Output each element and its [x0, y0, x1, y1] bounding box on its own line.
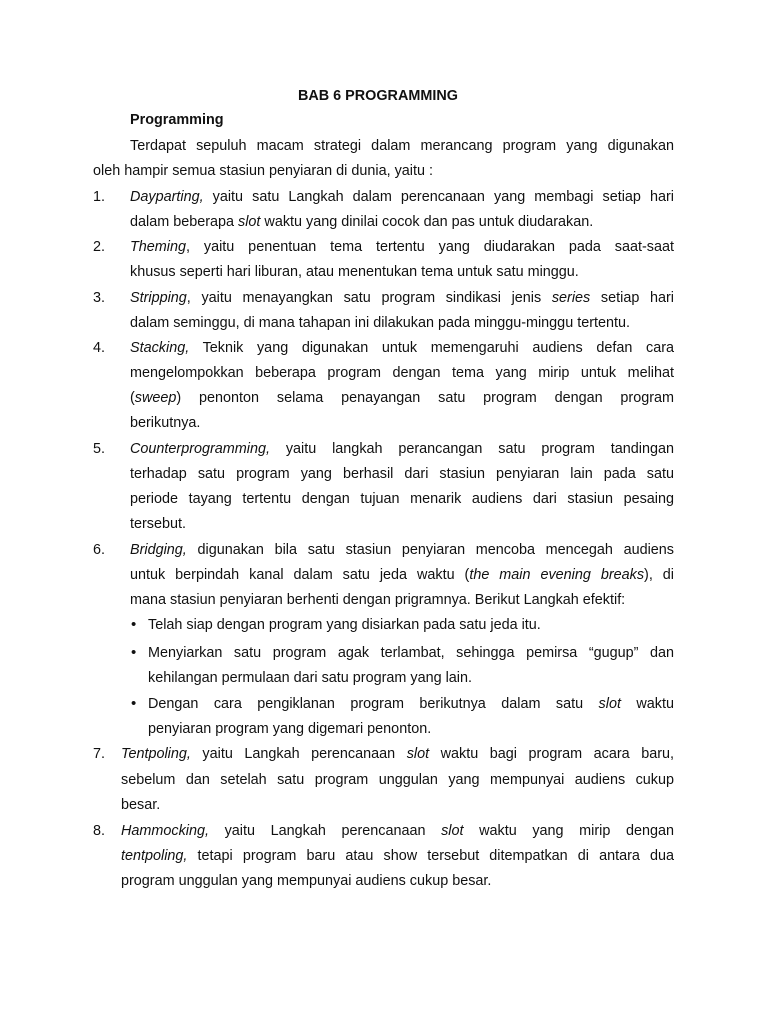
item-7-line-1: Tentpoling, yaitu Langkah perencanaan slot waktu bagi program acara baru,	[121, 746, 675, 762]
item-number: 3.	[93, 290, 106, 306]
item-5-line-1: Counterprogramming, yaitu langkah perancangan satu program tandingan	[130, 441, 674, 457]
item-4-line-3: (sweep) penonton selama penayangan satu program dengan program	[130, 390, 674, 406]
bullet-2-line-2: kehilangan permulaan dari satu program yang lain.	[148, 670, 472, 686]
item-2-line-1: Theming, yaitu penentuan tema tertentu yang diudarakan pada saat-saat	[130, 239, 674, 255]
item-7-line-2: sebelum dan setelah satu program unggulan yang mempunyai audiens cukup	[121, 772, 674, 788]
bullet-2-line-1: Menyiarkan satu program agak terlambat, sehingga pemirsa “gugup” dan	[148, 645, 674, 661]
item-8-line-2: tentpoling, tetapi program baru atau show tersebut ditempatkan di antara dua	[121, 848, 674, 864]
intro-line-2: oleh hampir semua stasiun penyiaran di dunia, yaitu :	[93, 163, 433, 179]
item-6-line-3: mana stasiun penyiaran berhenti dengan prigramnya. Berikut Langkah efektif:	[130, 592, 626, 608]
item-number: 6.	[93, 542, 106, 558]
item-4-line-1: Stacking, Teknik yang digunakan untuk memengaruhi audiens defan cara	[130, 340, 674, 356]
item-5-line-3: periode tayang tertentu dengan tujuan menarik audiens dari stasiun pesaing	[130, 491, 674, 507]
intro-line-1: Terdapat sepuluh macam strategi dalam merancang program yang digunakan	[130, 138, 674, 154]
item-1-line-1: Dayparting, yaitu satu Langkah dalam perencanaan yang membagi setiap hari	[130, 189, 674, 205]
bullet-1-line-1: Telah siap dengan program yang disiarkan pada satu jeda itu.	[148, 617, 541, 633]
bullet-icon: •	[131, 644, 137, 661]
item-8-line-3: program unggulan yang mempunyai audiens cukup besar.	[121, 873, 492, 889]
item-4-line-2: mengelompokkan beberapa program dengan tema yang mirip untuk melihat	[130, 365, 674, 381]
item-5-line-4: tersebut.	[130, 516, 186, 532]
item-6-line-2: untuk berpindah kanal dalam satu jeda waktu (the main evening breaks), di	[130, 567, 674, 583]
item-1-line-2: dalam beberapa slot waktu yang dinilai cocok dan pas untuk diudarakan.	[130, 214, 594, 230]
item-number: 2.	[93, 239, 106, 255]
chapter-title: BAB 6 PROGRAMMING	[298, 88, 458, 104]
bullet-icon: •	[131, 616, 137, 633]
bullet-3-line-1: Dengan cara pengiklanan program berikutnya dalam satu slot waktu	[148, 696, 674, 712]
item-number: 4.	[93, 340, 106, 356]
item-number: 7.	[93, 746, 106, 762]
item-3-line-1: Stripping, yaitu menayangkan satu program sindikasi jenis series setiap hari	[130, 290, 674, 306]
item-number: 1.	[93, 189, 106, 205]
item-2-line-2: khusus seperti hari liburan, atau menentukan tema untuk satu minggu.	[130, 264, 579, 280]
item-6-line-1: Bridging, digunakan bila satu stasiun penyiaran mencoba mencegah audiens	[130, 542, 674, 558]
item-4-line-4: berikutnya.	[130, 415, 201, 431]
section-heading: Programming	[130, 112, 224, 128]
item-number: 5.	[93, 441, 106, 457]
bullet-icon: •	[131, 695, 137, 712]
item-number: 8.	[93, 823, 106, 839]
item-5-line-2: terhadap satu program yang berhasil dari stasiun penyiaran lain pada satu	[130, 466, 674, 482]
bullet-3-line-2: penyiaran program yang digemari penonton.	[148, 721, 432, 737]
item-7-line-3: besar.	[121, 797, 161, 813]
item-8-line-1: Hammocking, yaitu Langkah perencanaan slot waktu yang mirip dengan	[121, 823, 674, 839]
item-3-line-2: dalam seminggu, di mana tahapan ini dilakukan pada minggu-minggu tertentu.	[130, 315, 630, 331]
